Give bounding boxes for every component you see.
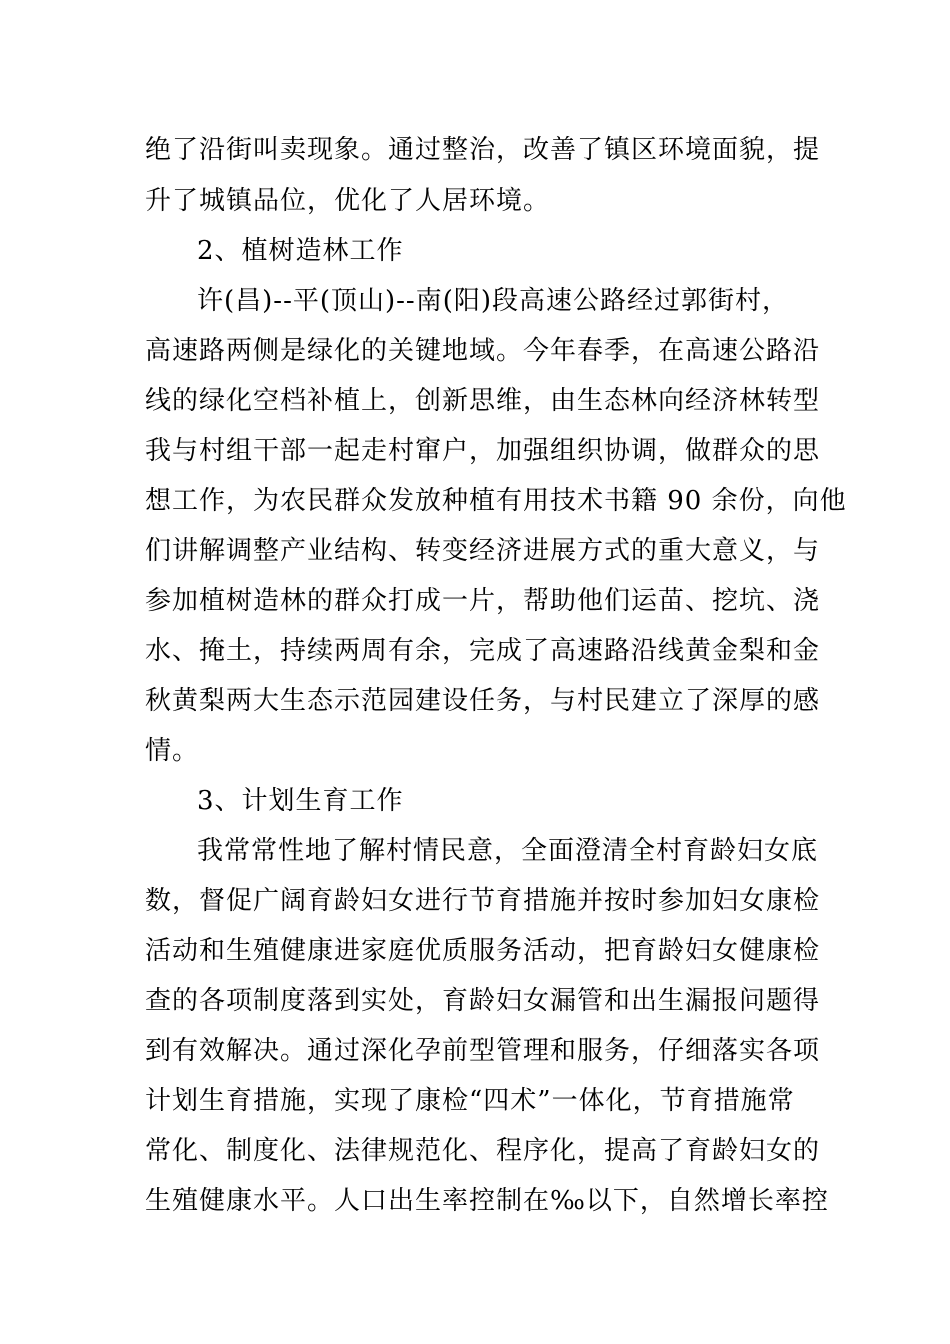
text-line: 到有效解决。通过深化孕前型管理和服务，仔细落实各项: [145, 1036, 821, 1066]
text-line: 秋黄梨两大生态示范园建设任务，与村民建立了深厚的感: [145, 686, 821, 716]
text-line: 参加植树造林的群众打成一片，帮助他们运苗、挖坑、浇: [145, 586, 821, 616]
text-line: 想工作，为农民群众发放种植有用技术书籍 90 余份，向他: [145, 486, 847, 516]
section-heading: 2、植树造林工作: [197, 236, 404, 266]
text-line: 数，督促广阔育龄妇女进行节育措施并按时参加妇女康检: [145, 886, 821, 916]
text-line: 高速路两侧是绿化的关键地域。今年春季，在高速公路沿: [145, 336, 821, 366]
text-line: 查的各项制度落到实处，育龄妇女漏管和出生漏报问题得: [145, 986, 821, 1016]
text-line: 水、掩土，持续两周有余，完成了高速路沿线黄金梨和金: [145, 636, 821, 666]
section-heading: 3、计划生育工作: [197, 786, 404, 816]
text-line: 常化、制度化、法律规范化、程序化，提高了育龄妇女的: [145, 1136, 821, 1166]
text-line: 计划生育措施，实现了康检“四术”一体化，节育措施常: [145, 1086, 795, 1116]
text-line: 许(昌)--平(顶山)--南(阳)段高速公路经过郭街村，: [197, 286, 790, 316]
text-line: 生殖健康水平。人口出生率控制在‰以下，自然增长率控: [145, 1186, 829, 1216]
text-line: 我与村组干部一起走村窜户，加强组织协调，做群众的思: [145, 436, 821, 466]
text-line: 我常常性地了解村情民意，全面澄清全村育龄妇女底: [197, 836, 819, 866]
text-line: 们讲解调整产业结构、转变经济进展方式的重大意义，与: [145, 536, 821, 566]
text-line: 线的绿化空档补植上，创新思维，由生态林向经济林转型: [145, 386, 821, 416]
text-line: 绝了沿街叫卖现象。通过整治，改善了镇区环境面貌，提: [145, 135, 821, 165]
text-line: 情。: [145, 736, 200, 766]
text-line: 活动和生殖健康进家庭优质服务活动，把育龄妇女健康检: [145, 936, 821, 966]
text-line: 升了城镇品位，优化了人居环境。: [145, 186, 551, 216]
